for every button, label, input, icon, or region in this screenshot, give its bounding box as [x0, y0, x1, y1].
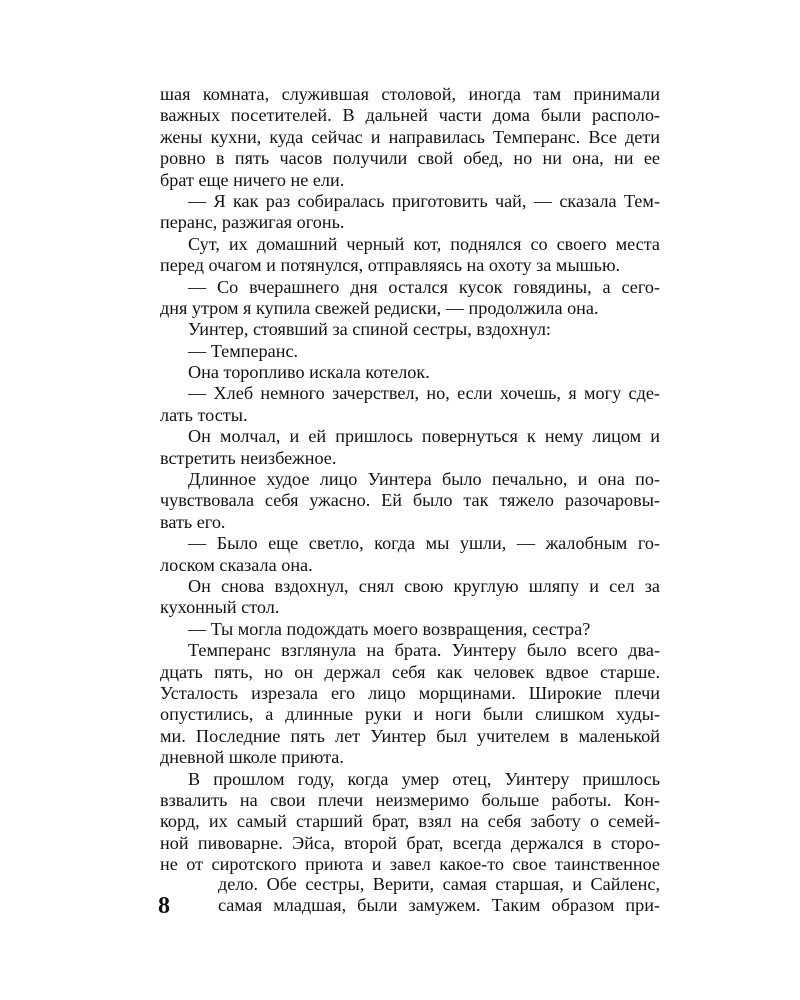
footer-text [218, 874, 660, 917]
text-line: не от сиротского приюта и завел какое-то свое таинственное [160, 854, 660, 875]
text-line: дело. Обе сестры, Верити, самая старшая, и Сайленс, [218, 874, 660, 894]
text-line: вать его. [160, 511, 226, 532]
text-line: встретить неизбежное. [160, 447, 337, 468]
text-line: дня утром я купила свежей редиски, — продолжила она. [160, 297, 599, 318]
text-line: ровно в пять часов получили свой обед, но ни она, ни ее [160, 148, 660, 169]
text-line: кухонный стол. [160, 597, 280, 618]
text-line: Темперанс взглянула на брата. Уинтеру было всего два- [188, 640, 660, 661]
text-line: перед очагом и потянулся, отправляясь на охоту за мышью. [160, 255, 621, 276]
text-line: шая комната, служившая столовой, иногда там принимали [160, 84, 660, 104]
text-line: Сут, их домашний черный кот, поднялся со своего места [188, 233, 660, 254]
text-line: Он снова вздохнул, снял свою круглую шляпу и сел за [188, 575, 660, 596]
text-line: перанс, разжигая огонь. [160, 212, 345, 233]
text-line: важных посетителей. В дальней части дома были располо- [160, 105, 660, 126]
text-line: — Ты могла подождать моего возвращения, сестра? [188, 618, 591, 639]
text-line: Он молчал, и ей пришлось повернуться к нему лицом и [188, 426, 660, 447]
text-line: — Со вчерашнего дня остался кусок говядины, а сего- [188, 276, 660, 297]
text-line: дцать пять, но он держал себя как человек вдвое старше. [160, 661, 660, 682]
text-line: опустились, а длинные руки и ноги были слишком худы- [160, 704, 660, 725]
text-line: — Было еще светло, когда мы ушли, — жалобным го- [188, 533, 660, 554]
text-line: — Темперанс. [188, 340, 299, 361]
text-line: брат еще ничего не ели. [160, 169, 345, 190]
text-line: — Хлеб немного зачерствел, но, если хочешь, я могу сде- [188, 383, 660, 404]
text-line: корд, их самый старший брат, взял на себя заботу о семей- [160, 811, 660, 832]
text-line: Уинтер, стоявший за спиной сестры, вздохнул: [188, 319, 551, 340]
text-line: Усталость изрезала его лицо морщинами. Широкие плечи [160, 682, 660, 703]
text-line: чувствовала себя ужасно. Ей было так тяжело разочаровы- [160, 490, 660, 511]
text-line: взвалить на свои плечи неизмеримо больше работы. Кон- [160, 789, 660, 810]
text-line: Длинное худое лицо Уинтера было печально, и она по- [188, 469, 660, 490]
text-line: дневной школе приюта. [160, 747, 344, 768]
text-line: жены кухни, куда сейчас и направилась Темперанс. Все дети [160, 126, 660, 147]
text-line: В прошлом году, когда умер отец, Уинтеру пришлось [188, 768, 660, 789]
text-line: ной пивоварне. Эйса, второй брат, всегда держался в сторо- [160, 832, 660, 853]
text-line: лать тосты. [160, 404, 248, 425]
text-line: ми. Последние пять лет Уинтер был учителем в маленькой [160, 725, 660, 746]
page-number: 8 [158, 893, 170, 919]
text-line: лоском сказала она. [160, 554, 313, 575]
text-line: — Я как раз собиралась приготовить чай, — сказала Тем- [188, 190, 660, 211]
text-line: самая младшая, были замужем. Таким образом при- [218, 895, 660, 916]
text-line: Она торопливо искала котелок. [188, 362, 430, 383]
body-text [160, 84, 660, 875]
